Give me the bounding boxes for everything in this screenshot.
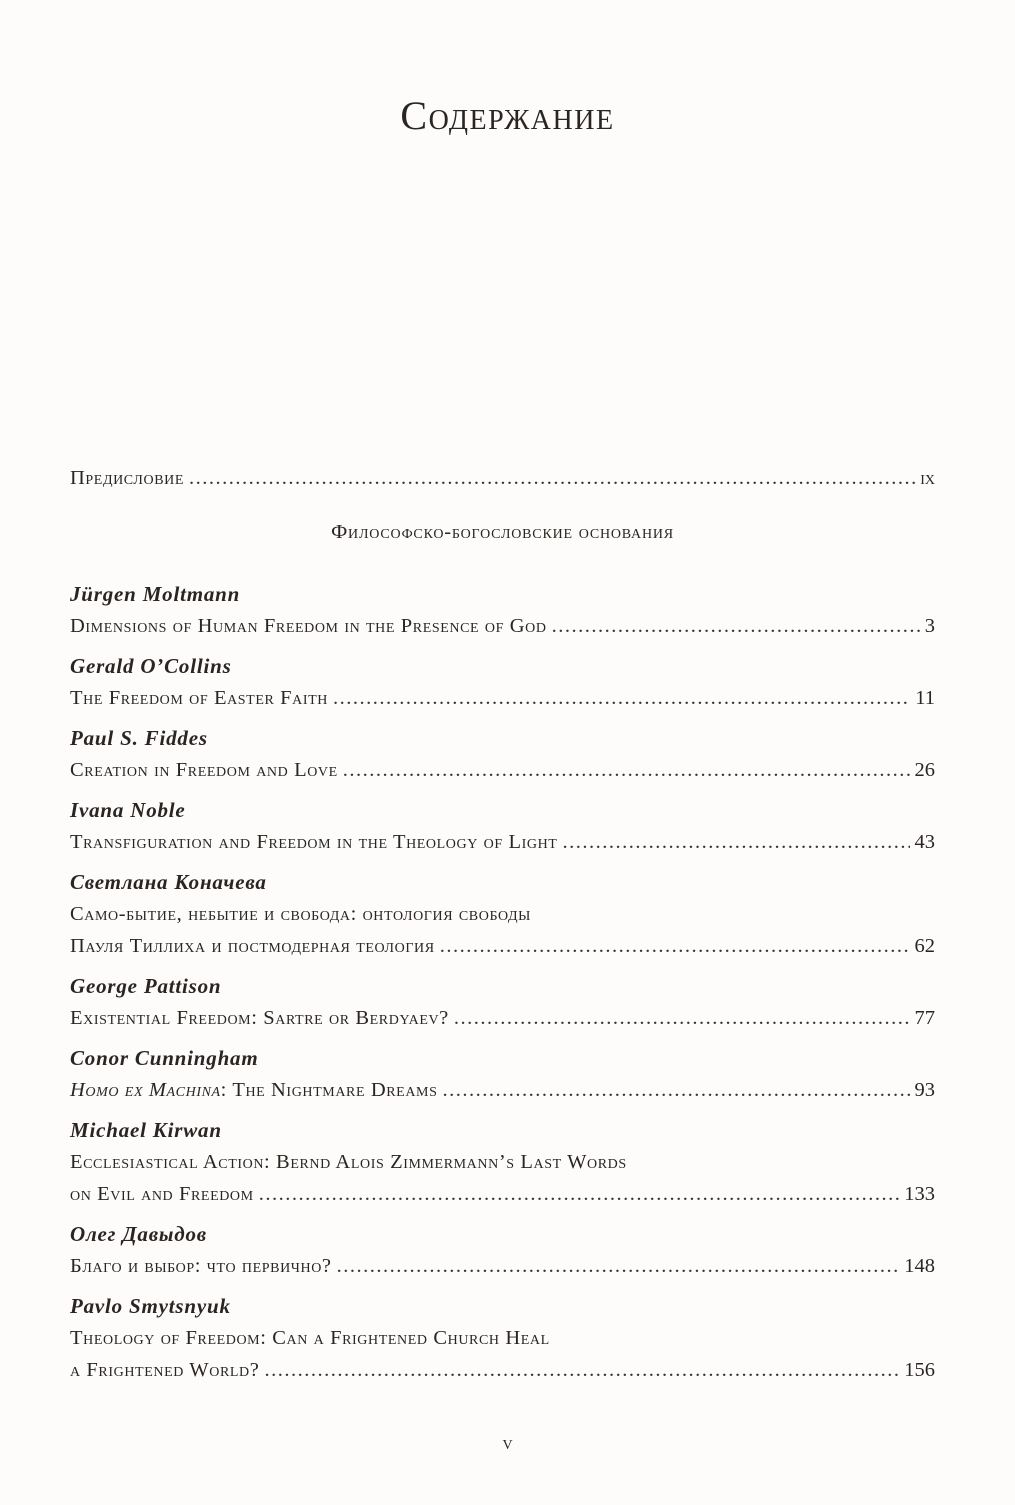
entry-page: 148 bbox=[904, 1255, 935, 1277]
toc-entry bbox=[70, 1218, 935, 1282]
toc-entry bbox=[70, 1290, 935, 1386]
entry-title-row bbox=[70, 682, 935, 714]
entry-title: Благо и выбор: что первично? bbox=[70, 1255, 332, 1277]
entry-title-row bbox=[70, 1354, 935, 1386]
entry-title-group bbox=[70, 1074, 437, 1106]
leader-dots bbox=[442, 1074, 909, 1106]
entry-title-row bbox=[70, 1074, 935, 1106]
page-title: Содержание bbox=[400, 93, 615, 138]
entry-title: a Frightened World? bbox=[70, 1359, 260, 1381]
toc-entry bbox=[70, 650, 935, 714]
entry-page: 93 bbox=[914, 1079, 935, 1101]
toc-preface-row bbox=[70, 462, 935, 494]
entry-title: Пауля Тиллиха и постмодерная теология bbox=[70, 935, 435, 957]
entry-author: Conor Cunningham bbox=[70, 1046, 259, 1070]
leader-dots bbox=[343, 754, 910, 786]
leader-dots bbox=[264, 1354, 899, 1386]
entry-page: 3 bbox=[924, 615, 935, 637]
toc-entry bbox=[70, 970, 935, 1034]
entry-page: 62 bbox=[914, 935, 935, 957]
leader-dots bbox=[552, 610, 920, 642]
entry-author: Pavlo Smytsnyuk bbox=[70, 1294, 231, 1318]
entry-title-row bbox=[70, 754, 935, 786]
entry-author: Светлана Коначева bbox=[70, 870, 267, 894]
toc-entry bbox=[70, 578, 935, 642]
entry-author: Paul S. Fiddes bbox=[70, 726, 208, 750]
entry-page: 133 bbox=[904, 1183, 935, 1205]
entry-title-row bbox=[70, 1002, 935, 1034]
entry-page: 11 bbox=[915, 687, 935, 709]
toc-entry bbox=[70, 722, 935, 786]
leader-dots bbox=[259, 1178, 900, 1210]
entry-title: Dimensions of Human Freedom in the Presence of God bbox=[70, 615, 547, 637]
entry-title-line: Theology of Freedom: Can a Frightened Church Heal bbox=[70, 1327, 550, 1349]
entry-author: Gerald O’Collins bbox=[70, 654, 232, 678]
section-heading: Философско-богословские основания bbox=[331, 521, 674, 543]
leader-dots bbox=[562, 826, 909, 858]
entry-author: Ivana Noble bbox=[70, 798, 186, 822]
table-of-contents bbox=[70, 462, 935, 1394]
entry-author: Олег Давыдов bbox=[70, 1222, 207, 1246]
preface-page: ix bbox=[920, 467, 935, 489]
entry-title: : The Nightmare Dreams bbox=[220, 1079, 438, 1101]
entry-title: on Evil and Freedom bbox=[70, 1183, 254, 1205]
entry-title-line: Ecclesiastical Action: Bernd Alois Zimmermann’s Last Words bbox=[70, 1151, 627, 1173]
entry-author: Jürgen Moltmann bbox=[70, 582, 241, 606]
toc-entry bbox=[70, 1042, 935, 1106]
entry-title-line: Само-бытие, небытие и свобода: онтология свободы bbox=[70, 903, 531, 925]
entry-page: 77 bbox=[914, 1007, 935, 1029]
entry-page: 26 bbox=[914, 759, 935, 781]
leader-dots bbox=[333, 682, 910, 714]
entry-author: Michael Kirwan bbox=[70, 1118, 222, 1142]
leader-dots bbox=[454, 1002, 910, 1034]
entry-page: 156 bbox=[904, 1359, 935, 1381]
entry-title-italic: Homo ex Machina bbox=[70, 1079, 221, 1101]
page-number: v bbox=[502, 1432, 513, 1454]
preface-label: Предисловие bbox=[70, 467, 184, 489]
entry-title-row bbox=[70, 1250, 935, 1282]
entry-title: Creation in Freedom and Love bbox=[70, 759, 338, 781]
entry-title: The Freedom of Easter Faith bbox=[70, 687, 328, 709]
entry-title: Transfiguration and Freedom in the Theology of Light bbox=[70, 831, 558, 853]
leader-dots bbox=[337, 1250, 900, 1282]
leader-dots bbox=[189, 462, 915, 494]
entry-title-row bbox=[70, 1178, 935, 1210]
toc-entry bbox=[70, 866, 935, 962]
entry-title: Existential Freedom: Sartre or Berdyaev? bbox=[70, 1007, 449, 1029]
entry-page: 43 bbox=[914, 831, 935, 853]
toc-entry bbox=[70, 794, 935, 858]
entry-title-row bbox=[70, 930, 935, 962]
entry-author: George Pattison bbox=[70, 974, 222, 998]
toc-entry bbox=[70, 1114, 935, 1210]
entry-title-row bbox=[70, 610, 935, 642]
entry-title-row bbox=[70, 826, 935, 858]
leader-dots bbox=[440, 930, 910, 962]
